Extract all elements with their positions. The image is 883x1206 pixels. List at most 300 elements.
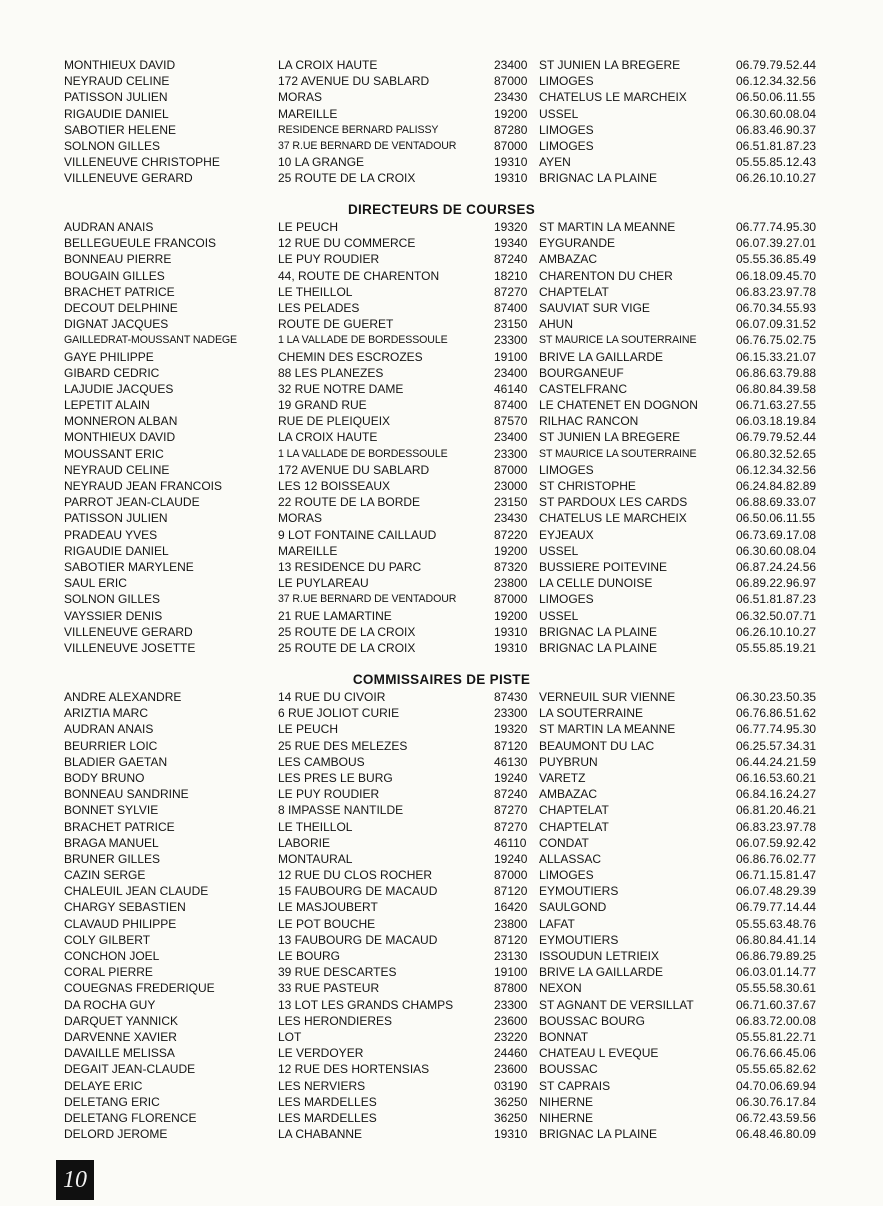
phone-number: 06.12.34.32.56 bbox=[736, 74, 817, 89]
table-row bbox=[0, 835, 883, 851]
postal-code: 87800 bbox=[494, 981, 528, 996]
postal-code: 23400 bbox=[494, 430, 528, 445]
postal-code: 18210 bbox=[494, 268, 528, 283]
phone-number: 06.30.23.50.35 bbox=[736, 690, 817, 704]
city: NEXON bbox=[539, 981, 582, 996]
phone-number: 06.83.46.90.37 bbox=[736, 122, 817, 137]
city: LA SOUTERRAINE bbox=[539, 706, 644, 721]
person-name: COUEGNAS FREDERIQUE bbox=[64, 981, 215, 996]
person-name: ANDRE ALEXANDRE bbox=[64, 690, 182, 704]
address: 172 AVENUE DU SABLARD bbox=[278, 74, 430, 89]
address: LE THEILLOL bbox=[278, 819, 353, 834]
phone-number: 06.48.46.80.09 bbox=[736, 1127, 817, 1142]
person-name: CONCHON JOEL bbox=[64, 949, 160, 963]
address: 25 ROUTE DE LA CROIX bbox=[278, 640, 416, 655]
phone-number: 05.55.65.82.62 bbox=[736, 1062, 817, 1077]
table-row bbox=[0, 429, 883, 445]
address: MAREILLE bbox=[278, 106, 338, 121]
address: 22 ROUTE DE LA BORDE bbox=[278, 495, 421, 510]
person-name: VILLENEUVE GERARD bbox=[64, 624, 193, 639]
phone-number: 06.72.43.59.56 bbox=[736, 1110, 817, 1125]
address: LES MARDELLES bbox=[278, 1110, 377, 1125]
city: CASTELFRANC bbox=[539, 381, 628, 396]
city: LIMOGES bbox=[539, 592, 594, 607]
table-row bbox=[0, 705, 883, 721]
person-name: LEPETIT ALAIN bbox=[64, 398, 150, 413]
phone-number: 06.86.63.79.88 bbox=[736, 365, 817, 380]
person-name: BEURRIER LOIC bbox=[64, 738, 158, 753]
person-name: SABOTIER HELENE bbox=[64, 122, 177, 137]
table-row bbox=[0, 316, 883, 332]
table-row bbox=[0, 997, 883, 1013]
phone-number: 05.55.81.22.71 bbox=[736, 1029, 817, 1044]
address: LABORIE bbox=[278, 835, 331, 850]
phone-number: 06.79.77.14.44 bbox=[736, 900, 817, 915]
person-name: BOUGAIN GILLES bbox=[64, 268, 165, 283]
person-name: RIGAUDIE DANIEL bbox=[64, 106, 169, 121]
postal-code: 87400 bbox=[494, 398, 528, 413]
table-row bbox=[0, 948, 883, 964]
postal-code: 23150 bbox=[494, 317, 528, 332]
person-name: MONNERON ALBAN bbox=[64, 414, 178, 429]
postal-code: 87240 bbox=[494, 252, 528, 267]
person-name: BLADIER GAETAN bbox=[64, 754, 168, 769]
postal-code: 19240 bbox=[494, 851, 528, 866]
city: ST PARDOUX LES CARDS bbox=[539, 495, 688, 510]
postal-code: 87270 bbox=[494, 803, 528, 818]
postal-code: 24460 bbox=[494, 1046, 528, 1061]
person-name: DELETANG ERIC bbox=[64, 1094, 160, 1109]
address: LES PELADES bbox=[278, 300, 360, 315]
phone-number: 06.30.76.17.84 bbox=[736, 1094, 817, 1109]
postal-code: 87220 bbox=[494, 527, 528, 542]
city: LE CHATENET EN DOGNON bbox=[539, 398, 698, 413]
address: MORAS bbox=[278, 90, 323, 105]
table-row bbox=[0, 819, 883, 835]
phone-number: 06.89.22.96.97 bbox=[736, 576, 817, 591]
table-row bbox=[0, 964, 883, 980]
phone-number: 06.80.32.52.65 bbox=[736, 446, 817, 461]
phone-number: 06.51.81.87.23 bbox=[736, 138, 817, 153]
person-name: BELLEGUEULE FRANCOIS bbox=[64, 236, 217, 251]
person-name: PATISSON JULIEN bbox=[64, 511, 168, 526]
city: CHAPTELAT bbox=[539, 284, 609, 299]
person-name: VILLENEUVE CHRISTOPHE bbox=[64, 155, 220, 170]
person-name: AUDRAN ANAIS bbox=[64, 722, 154, 737]
person-name: CORAL PIERRE bbox=[64, 965, 153, 980]
table-row bbox=[0, 1126, 883, 1142]
city: BRIGNAC LA PLAINE bbox=[539, 624, 658, 639]
person-name: MONTHIEUX DAVID bbox=[64, 58, 176, 72]
person-name: DECOUT DELPHINE bbox=[64, 300, 178, 315]
city: USSEL bbox=[539, 608, 579, 623]
table-row bbox=[0, 478, 883, 494]
phone-number: 06.77.74.95.30 bbox=[736, 220, 817, 234]
postal-code: 19320 bbox=[494, 220, 528, 234]
phone-number: 06.03.01.14.77 bbox=[736, 965, 817, 980]
city: CHARENTON DU CHER bbox=[539, 268, 673, 283]
table-row bbox=[0, 1094, 883, 1110]
city: CHATEAU L EVEQUE bbox=[539, 1046, 659, 1061]
postal-code: 19240 bbox=[494, 770, 528, 785]
table-row bbox=[0, 1045, 883, 1061]
table-row bbox=[0, 381, 883, 397]
postal-code: 23800 bbox=[494, 916, 528, 931]
city: EYJEAUX bbox=[539, 527, 594, 542]
table-row bbox=[0, 608, 883, 624]
phone-number: 05.55.85.19.21 bbox=[736, 640, 817, 655]
person-name: DARQUET YANNICK bbox=[64, 1013, 179, 1028]
person-name: SOLNON GILLES bbox=[64, 138, 161, 153]
address: MAREILLE bbox=[278, 543, 338, 558]
table-row bbox=[0, 899, 883, 915]
address: RESIDENCE BERNARD PALISSY bbox=[278, 123, 439, 136]
address: LES CAMBOUS bbox=[278, 754, 365, 769]
city: ST MARTIN LA MEANNE bbox=[539, 722, 676, 737]
person-name: DIGNAT JACQUES bbox=[64, 317, 169, 332]
postal-code: 03190 bbox=[494, 1078, 528, 1093]
postal-code: 19200 bbox=[494, 543, 528, 558]
city: BRIVE LA GAILLARDE bbox=[539, 349, 664, 364]
person-name: VAYSSIER DENIS bbox=[64, 608, 163, 623]
table-row bbox=[0, 591, 883, 607]
phone-number: 06.50.06.11.55 bbox=[736, 90, 816, 105]
postal-code: 87320 bbox=[494, 559, 528, 574]
city: ST AGNANT DE VERSILLAT bbox=[539, 997, 694, 1012]
city: ISSOUDUN LETRIEIX bbox=[539, 949, 660, 963]
table-row bbox=[0, 138, 883, 154]
person-name: RIGAUDIE DANIEL bbox=[64, 543, 169, 558]
address: 25 ROUTE DE LA CROIX bbox=[278, 624, 416, 639]
city: CHAPTELAT bbox=[539, 819, 609, 834]
person-name: GAYE PHILIPPE bbox=[64, 349, 154, 364]
person-name: DELORD JEROME bbox=[64, 1127, 168, 1142]
phone-number: 06.51.81.87.23 bbox=[736, 592, 817, 607]
phone-number: 06.84.16.24.27 bbox=[736, 787, 817, 802]
phone-number: 06.80.84.41.14 bbox=[736, 932, 817, 947]
address: 33 RUE PASTEUR bbox=[278, 981, 380, 996]
person-name: GIBARD CEDRIC bbox=[64, 365, 160, 380]
person-name: DELAYE ERIC bbox=[64, 1078, 143, 1093]
phone-number: 06.76.86.51.62 bbox=[736, 706, 817, 721]
phone-number: 06.76.66.45.06 bbox=[736, 1046, 817, 1061]
city: BRIGNAC LA PLAINE bbox=[539, 171, 658, 186]
address: 12 RUE DU COMMERCE bbox=[278, 236, 416, 251]
table-row bbox=[0, 527, 883, 543]
phone-number: 06.80.84.39.58 bbox=[736, 381, 817, 396]
postal-code: 36250 bbox=[494, 1094, 528, 1109]
city: BEAUMONT DU LAC bbox=[539, 738, 655, 753]
address: LES MARDELLES bbox=[278, 1094, 377, 1109]
phone-number: 06.76.75.02.75 bbox=[736, 333, 817, 348]
postal-code: 16420 bbox=[494, 900, 528, 915]
address: 10 LA GRANGE bbox=[278, 155, 365, 170]
address: LE VERDOYER bbox=[278, 1046, 364, 1061]
phone-number: 06.83.23.97.78 bbox=[736, 819, 817, 834]
table-row bbox=[0, 332, 883, 348]
address: 1 LA VALLADE DE BORDESSOULE bbox=[278, 447, 448, 460]
table-row bbox=[0, 219, 883, 235]
phone-number: 06.26.10.10.27 bbox=[736, 624, 817, 639]
table-row bbox=[0, 251, 883, 267]
table-row bbox=[0, 494, 883, 510]
city: BOUSSAC BOURG bbox=[539, 1013, 646, 1028]
address: 13 RESIDENCE DU PARC bbox=[278, 559, 422, 574]
phone-number: 06.30.60.08.04 bbox=[736, 543, 817, 558]
city: USSEL bbox=[539, 543, 579, 558]
address: 12 RUE DES HORTENSIAS bbox=[278, 1062, 430, 1077]
postal-code: 23000 bbox=[494, 479, 528, 493]
city: LIMOGES bbox=[539, 462, 594, 477]
phone-number: 06.44.24.21.59 bbox=[736, 754, 817, 769]
city: AHUN bbox=[539, 317, 574, 332]
address: LE MASJOUBERT bbox=[278, 900, 378, 915]
postal-code: 87270 bbox=[494, 284, 528, 299]
postal-code: 23300 bbox=[494, 997, 528, 1012]
person-name: DARVENNE XAVIER bbox=[64, 1029, 177, 1044]
city: EYMOUTIERS bbox=[539, 884, 619, 899]
person-name: COLY GILBERT bbox=[64, 932, 151, 947]
phone-number: 06.26.10.10.27 bbox=[736, 171, 817, 186]
city: BOURGANEUF bbox=[539, 365, 624, 380]
table-row bbox=[0, 365, 883, 381]
table-row bbox=[0, 413, 883, 429]
postal-code: 19310 bbox=[494, 1127, 528, 1142]
phone-number: 05.55.63.48.76 bbox=[736, 916, 817, 931]
postal-code: 87240 bbox=[494, 787, 528, 802]
table-row bbox=[0, 57, 883, 73]
person-name: BONNEAU PIERRE bbox=[64, 252, 172, 267]
person-name: NEYRAUD CELINE bbox=[64, 74, 170, 89]
table-row bbox=[0, 510, 883, 526]
postal-code: 87400 bbox=[494, 300, 528, 315]
section-commissaires-de-piste bbox=[0, 689, 883, 1142]
table-row bbox=[0, 284, 883, 300]
address: LE THEILLOL bbox=[278, 284, 353, 299]
table-row bbox=[0, 770, 883, 786]
phone-number: 06.86.79.89.25 bbox=[736, 949, 817, 963]
city: LIMOGES bbox=[539, 138, 594, 153]
postal-code: 87000 bbox=[494, 74, 528, 89]
address: LES PRES LE BURG bbox=[278, 770, 393, 785]
postal-code: 87270 bbox=[494, 819, 528, 834]
table-row bbox=[0, 689, 883, 705]
city: CHAPTELAT bbox=[539, 803, 609, 818]
table-row bbox=[0, 1078, 883, 1094]
section-continuation bbox=[0, 57, 883, 187]
table-row bbox=[0, 397, 883, 413]
phone-number: 04.70.06.69.94 bbox=[736, 1078, 817, 1093]
person-name: DEGAIT JEAN-CLAUDE bbox=[64, 1062, 196, 1077]
postal-code: 23300 bbox=[494, 446, 528, 461]
table-row bbox=[0, 349, 883, 365]
address: LE PUYLAREAU bbox=[278, 576, 369, 591]
city: AMBAZAC bbox=[539, 252, 598, 267]
table-row bbox=[0, 624, 883, 640]
address: LE BOURG bbox=[278, 949, 341, 963]
address: 172 AVENUE DU SABLARD bbox=[278, 462, 430, 477]
city: NIHERNE bbox=[539, 1110, 594, 1125]
phone-number: 06.15.33.21.07 bbox=[736, 349, 817, 364]
city: LAFAT bbox=[539, 916, 575, 931]
address: LES 12 BOISSEAUX bbox=[278, 479, 391, 493]
postal-code: 23400 bbox=[494, 58, 528, 72]
city: NIHERNE bbox=[539, 1094, 594, 1109]
phone-number: 06.50.06.11.55 bbox=[736, 511, 816, 526]
table-row bbox=[0, 268, 883, 284]
postal-code: 19100 bbox=[494, 965, 528, 980]
table-row bbox=[0, 559, 883, 575]
phone-number: 06.32.50.07.71 bbox=[736, 608, 817, 623]
address: MORAS bbox=[278, 511, 323, 526]
person-name: BRAGA MANUEL bbox=[64, 835, 159, 850]
person-name: DELETANG FLORENCE bbox=[64, 1110, 197, 1125]
postal-code: 23430 bbox=[494, 90, 528, 105]
phone-number: 06.07.59.92.42 bbox=[736, 835, 817, 850]
address: 25 RUE DES MELEZES bbox=[278, 738, 408, 753]
address: 25 ROUTE DE LA CROIX bbox=[278, 171, 416, 186]
address: LE PEUCH bbox=[278, 220, 339, 234]
section-heading-directeurs: DIRECTEURS DE COURSES bbox=[347, 202, 536, 217]
phone-number: 06.71.63.27.55 bbox=[736, 398, 817, 413]
phone-number: 06.79.79.52.44 bbox=[736, 58, 817, 72]
person-name: VILLENEUVE GERARD bbox=[64, 171, 193, 186]
table-row bbox=[0, 932, 883, 948]
address: 88 LES PLANEZES bbox=[278, 365, 384, 380]
address: 21 RUE LAMARTINE bbox=[278, 608, 392, 623]
postal-code: 46110 bbox=[494, 835, 527, 850]
postal-code: 46130 bbox=[494, 754, 528, 769]
table-row bbox=[0, 89, 883, 105]
table-row bbox=[0, 640, 883, 656]
table-row bbox=[0, 1013, 883, 1029]
city: LIMOGES bbox=[539, 122, 594, 137]
city: SAULGOND bbox=[539, 900, 607, 915]
phone-number: 06.77.74.95.30 bbox=[736, 722, 817, 737]
person-name: CHARGY SEBASTIEN bbox=[64, 900, 186, 915]
postal-code: 23220 bbox=[494, 1029, 528, 1044]
phone-number: 06.07.39.27.01 bbox=[736, 236, 817, 251]
phone-number: 06.71.60.37.67 bbox=[736, 997, 817, 1012]
city: EYGURANDE bbox=[539, 236, 616, 251]
address: LES NERVIERS bbox=[278, 1078, 366, 1093]
phone-number: 06.24.84.82.89 bbox=[736, 479, 817, 493]
postal-code: 19200 bbox=[494, 608, 528, 623]
phone-number: 06.25.57.34.31 bbox=[736, 738, 817, 753]
address: LE POT BOUCHE bbox=[278, 916, 376, 931]
postal-code: 87000 bbox=[494, 462, 528, 477]
address: LES HERONDIERES bbox=[278, 1013, 393, 1028]
phone-number: 06.83.72.00.08 bbox=[736, 1013, 817, 1028]
postal-code: 23800 bbox=[494, 576, 528, 591]
person-name: PRADEAU YVES bbox=[64, 527, 158, 542]
phone-number: 06.30.60.08.04 bbox=[736, 106, 817, 121]
table-row bbox=[0, 73, 883, 89]
address: RUE DE PLEIQUEIX bbox=[278, 414, 391, 429]
city: ST MAURICE LA SOUTERRAINE bbox=[539, 447, 697, 460]
postal-code: 19320 bbox=[494, 722, 528, 737]
city: VERNEUIL SUR VIENNE bbox=[539, 690, 676, 704]
city: PUYBRUN bbox=[539, 754, 598, 769]
postal-code: 87000 bbox=[494, 592, 528, 607]
city: SAUVIAT SUR VIGE bbox=[539, 300, 650, 315]
table-row bbox=[0, 754, 883, 770]
address: LE PEUCH bbox=[278, 722, 339, 737]
city: LIMOGES bbox=[539, 74, 594, 89]
postal-code: 19100 bbox=[494, 349, 528, 364]
person-name: MONTHIEUX DAVID bbox=[64, 430, 176, 445]
city: ST MARTIN LA MEANNE bbox=[539, 220, 676, 234]
address: 32 RUE NOTRE DAME bbox=[278, 381, 404, 396]
table-row bbox=[0, 1029, 883, 1045]
postal-code: 87000 bbox=[494, 138, 528, 153]
phone-number: 06.18.09.45.70 bbox=[736, 268, 817, 283]
person-name: BODY BRUNO bbox=[64, 770, 145, 785]
city: CHATELUS LE MARCHEIX bbox=[539, 90, 687, 105]
postal-code: 87430 bbox=[494, 690, 528, 704]
table-row bbox=[0, 851, 883, 867]
address: 12 RUE DU CLOS ROCHER bbox=[278, 868, 433, 883]
phone-number: 06.73.69.17.08 bbox=[736, 527, 817, 542]
postal-code: 19310 bbox=[494, 155, 528, 170]
phone-number: 06.12.34.32.56 bbox=[736, 462, 817, 477]
city: CONDAT bbox=[539, 835, 589, 850]
city: ST CHRISTOPHE bbox=[539, 479, 636, 493]
postal-code: 23300 bbox=[494, 706, 528, 721]
phone-number: 06.83.23.97.78 bbox=[736, 284, 817, 299]
city: BOUSSAC bbox=[539, 1062, 598, 1077]
city: ST JUNIEN LA BREGERE bbox=[539, 58, 681, 72]
city: CHATELUS LE MARCHEIX bbox=[539, 511, 687, 526]
address: 1 LA VALLADE DE BORDESSOULE bbox=[278, 334, 448, 347]
table-row bbox=[0, 122, 883, 138]
section-directeurs-de-courses bbox=[0, 219, 883, 656]
postal-code: 36250 bbox=[494, 1110, 528, 1125]
city: VARETZ bbox=[539, 770, 586, 785]
phone-number: 06.07.09.31.52 bbox=[736, 317, 817, 332]
table-row bbox=[0, 883, 883, 899]
phone-number: 06.03.18.19.84 bbox=[736, 414, 817, 429]
address: MONTAURAL bbox=[278, 851, 353, 866]
address: 37 R.UE BERNARD DE VENTADOUR bbox=[278, 593, 457, 606]
city: RILHAC RANCON bbox=[539, 414, 639, 429]
phone-number: 05.55.58.30.61 bbox=[736, 981, 817, 996]
postal-code: 87120 bbox=[494, 932, 528, 947]
address: 6 RUE JOLIOT CURIE bbox=[278, 706, 400, 721]
person-name: BRACHET PATRICE bbox=[64, 284, 175, 299]
person-name: NEYRAUD CELINE bbox=[64, 462, 170, 477]
address: LE PUY ROUDIER bbox=[278, 252, 380, 267]
table-row bbox=[0, 235, 883, 251]
address: LA CROIX HAUTE bbox=[278, 430, 378, 445]
address: 13 LOT LES GRANDS CHAMPS bbox=[278, 997, 454, 1012]
phone-number: 06.07.48.29.39 bbox=[736, 884, 817, 899]
table-row bbox=[0, 980, 883, 996]
phone-number: 05.55.36.85.49 bbox=[736, 252, 817, 267]
city: BRIGNAC LA PLAINE bbox=[539, 640, 658, 655]
table-row bbox=[0, 575, 883, 591]
address: LOT bbox=[278, 1029, 302, 1044]
postal-code: 23600 bbox=[494, 1062, 528, 1077]
table-row bbox=[0, 738, 883, 754]
table-row bbox=[0, 786, 883, 802]
address: LA CROIX HAUTE bbox=[278, 58, 378, 72]
phone-number: 06.71.15.81.47 bbox=[736, 868, 817, 883]
address: 19 GRAND RUE bbox=[278, 398, 367, 413]
table-row bbox=[0, 1061, 883, 1077]
city: ST CAPRAIS bbox=[539, 1078, 611, 1093]
postal-code: 46140 bbox=[494, 381, 528, 396]
